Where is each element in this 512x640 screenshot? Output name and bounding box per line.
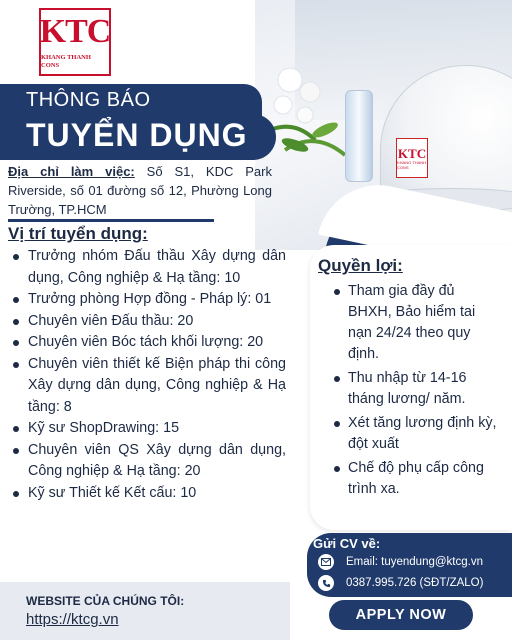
- logo-subtitle: KHANG THANH CONS: [41, 54, 91, 69]
- benefit-item: Tham gia đầy đủ BHXH, Bảo hiểm tai nạn 24/24 theo quy định.: [330, 281, 502, 365]
- address-text: Số S1, KDC Park Riverside, số 01 đường số 12, Phường Long Trường, TP.HCM: [8, 164, 272, 217]
- email-contact[interactable]: [318, 554, 483, 570]
- position-item: Chuyên viên Đấu thầu: 20: [8, 311, 286, 333]
- positions-list: [8, 246, 286, 504]
- website-link[interactable]: https://ktcg.vn: [26, 611, 119, 628]
- work-address: [8, 162, 272, 219]
- apply-now-button[interactable]: APPLY NOW: [329, 600, 473, 630]
- address-label: Địa chỉ làm việc:: [8, 164, 135, 179]
- helmet-logo-sub: KHANG THANH CONS: [397, 159, 427, 170]
- position-item: Trưởng phòng Hợp đồng - Pháp lý: 01: [8, 289, 286, 311]
- helmet-logo-mark: KTC: [397, 145, 427, 161]
- benefit-item: Chế độ phụ cấp công trình xa.: [330, 458, 502, 500]
- phone-contact[interactable]: [318, 575, 483, 591]
- position-item: Chuyên viên thiết kế Biện pháp thi công Xây dựng dân dụng, Công nghiệp & Hạ tầng: 8: [8, 354, 286, 419]
- position-item: Trưởng nhóm Đấu thầu Xây dựng dân dụng, Công nghiệp & Hạ tầng: 10: [8, 246, 286, 289]
- position-item: Kỹ sư ShopDrawing: 15: [8, 418, 286, 440]
- mail-icon: [318, 554, 334, 570]
- phone-icon: [318, 575, 334, 591]
- position-item: Chuyên viên Bóc tách khối lượng: 20: [8, 332, 286, 354]
- position-item: Chuyên viên QS Xây dựng dân dụng, Công nghiệp & Hạ tầng: 20: [8, 440, 286, 483]
- positions-heading: Vị trí tuyển dụng:: [8, 224, 148, 243]
- logo-mark: KTC: [39, 13, 111, 50]
- divider: [8, 219, 214, 222]
- email-text: Email: tuyendung@ktcg.vn: [346, 556, 483, 568]
- position-item: Kỹ sư Thiết kế Kết cấu: 10: [8, 483, 286, 505]
- cv-heading: Gửi CV về:: [313, 536, 381, 551]
- benefit-item: Xét tăng lương định kỳ, đột xuất: [330, 413, 502, 455]
- phone-text: 0387.995.726 (SĐT/ZALO): [346, 577, 484, 589]
- benefit-item: Thu nhập từ 14-16 tháng lương/ năm.: [330, 368, 502, 410]
- benefits-list: [330, 281, 502, 503]
- notice-heading: THÔNG BÁO: [26, 89, 151, 111]
- company-logo: [39, 8, 111, 76]
- website-label: WEBSITE CỦA CHÚNG TÔI:: [26, 594, 185, 608]
- water-bottle-decoration: [345, 90, 373, 182]
- helmet-logo: [396, 138, 428, 178]
- page-title: TUYỂN DỤNG: [26, 117, 248, 153]
- benefits-heading: Quyền lợi:: [318, 256, 403, 275]
